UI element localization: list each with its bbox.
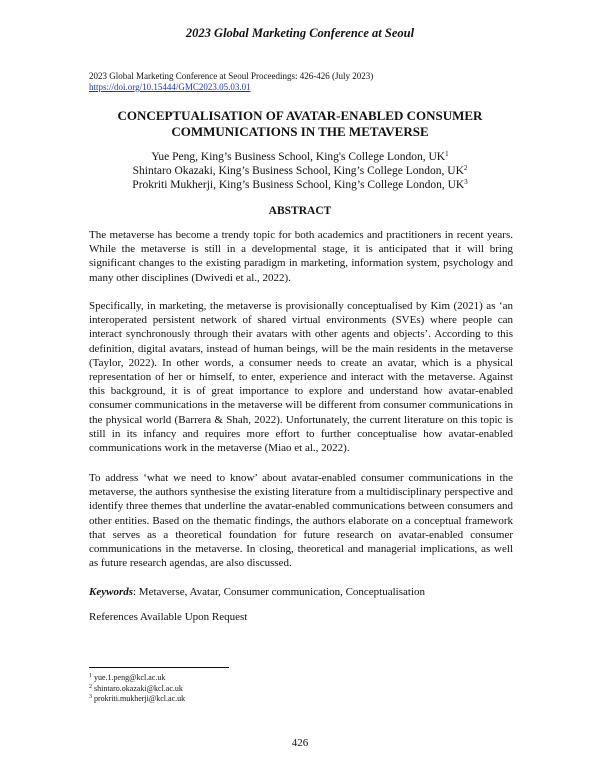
page-number: 426 <box>291 737 309 749</box>
paper-title <box>60 108 540 139</box>
keywords-line <box>89 585 513 599</box>
author-affiliation: Prokriti Mukherji, King’s Business School, King’s College London, UK <box>132 179 465 191</box>
references-note: References Available Upon Request <box>89 611 248 623</box>
doi-link[interactable]: https://doi.org/10.15444/GMC2023.05.03.01 <box>89 82 251 92</box>
footnote-email: prokriti.mukherji@kcl.ac.uk <box>94 694 186 703</box>
paper-title-line-2: COMMUNICATIONS IN THE METAVERSE <box>171 123 429 139</box>
footnote-marker: 2 <box>463 164 468 172</box>
footnote-marker: 1 <box>445 150 449 158</box>
author-line <box>60 150 540 164</box>
footnote <box>89 694 185 705</box>
author-list <box>60 150 540 192</box>
proceedings-citation: 2023 Global Marketing Conference at Seoul Proceedings: 426-426 (July 2023) <box>89 71 374 81</box>
footnote-number: 2 <box>89 683 92 690</box>
keywords-label: Keywords <box>89 586 133 598</box>
footnote <box>89 673 185 684</box>
footnote <box>89 684 185 695</box>
abstract-section <box>89 299 513 455</box>
abstract-paragraph-1: The metaverse has become a trendy topic for both academics and practitioners in recent years. While the metaverse is still in a developmental stage, it is anticipated that it will bring significant changes to the existing paradigm in marketing, information system, psychology and many other disciplines (Dwivedi et al., 2022). <box>89 229 513 284</box>
footnote-divider <box>89 667 229 668</box>
abstract-heading: ABSTRACT <box>268 205 332 217</box>
author-line <box>60 164 540 178</box>
author-line <box>60 178 540 192</box>
abstract-section <box>89 228 513 285</box>
proceedings-info <box>89 71 373 93</box>
abstract-paragraph-3: To address ‘what we need to know’ about avatar-enabled consumer communications in the metaverse, the authors synthesise the existing literature from a multidisciplinary perspective and identify three themes that underline the avatar-enabled communications between consumers and other entities. Based on the thematic findings, the authors elaborate on a conceptual framework that serves as a theoretical foundation for future research on avatar-enabled consumer communications in the metaverse. In closing, theoretical and managerial implications, as well as future research agendas, are also discussed. <box>89 472 513 570</box>
abstract-section <box>89 471 513 570</box>
footnotes <box>89 673 185 705</box>
running-header: 2023 Global Marketing Conference at Seoul <box>185 26 415 40</box>
footnote-number: 1 <box>89 673 92 679</box>
paper-title-line-1: CONCEPTUALISATION OF AVATAR-ENABLED CONSUMER <box>117 108 483 123</box>
author-affiliation: Yue Peng, King’s Business School, King's College London, UK <box>151 151 446 163</box>
footnote-email: shintaro.okazaki@kcl.ac.uk <box>94 683 183 693</box>
footnote-number: 3 <box>89 694 92 700</box>
footnote-email: yue.1.peng@kcl.ac.uk <box>94 673 166 682</box>
keywords-list: : Metaverse, Avatar, Consumer communication, Conceptualisation <box>133 586 426 598</box>
abstract-paragraph-2: Specifically, in marketing, the metaverse is provisionally conceptualised by Kim (2021) as ‘an interoperated persistent network of shared virtual environments (SVEs) where people can interact synchronously through their avatars with other agents and objects’. According to this definition, digital avatars, instead of human beings, will be the main residents in the metaverse (Taylor, 2022). In other words, a consumer needs to create an avatar, which is a physical representation of her or himself, to enter, experience and interact with the metaverse. Against this background, it is of great importance to explore and understand how avatar-enabled consumer communications in the metaverse will be different from consumer communications in the physical world (Barrera & Shah, 2022). Unfortunately, the current literature on this topic is still in its infancy and requires more effort to further conceptualise how avatar-enabled communications work in the metaverse (Miao et al., 2022). <box>89 300 513 455</box>
footnote-marker: 3 <box>464 178 468 186</box>
author-affiliation: Shintaro Okazaki, King’s Business School, King’s College London, UK <box>132 165 464 177</box>
